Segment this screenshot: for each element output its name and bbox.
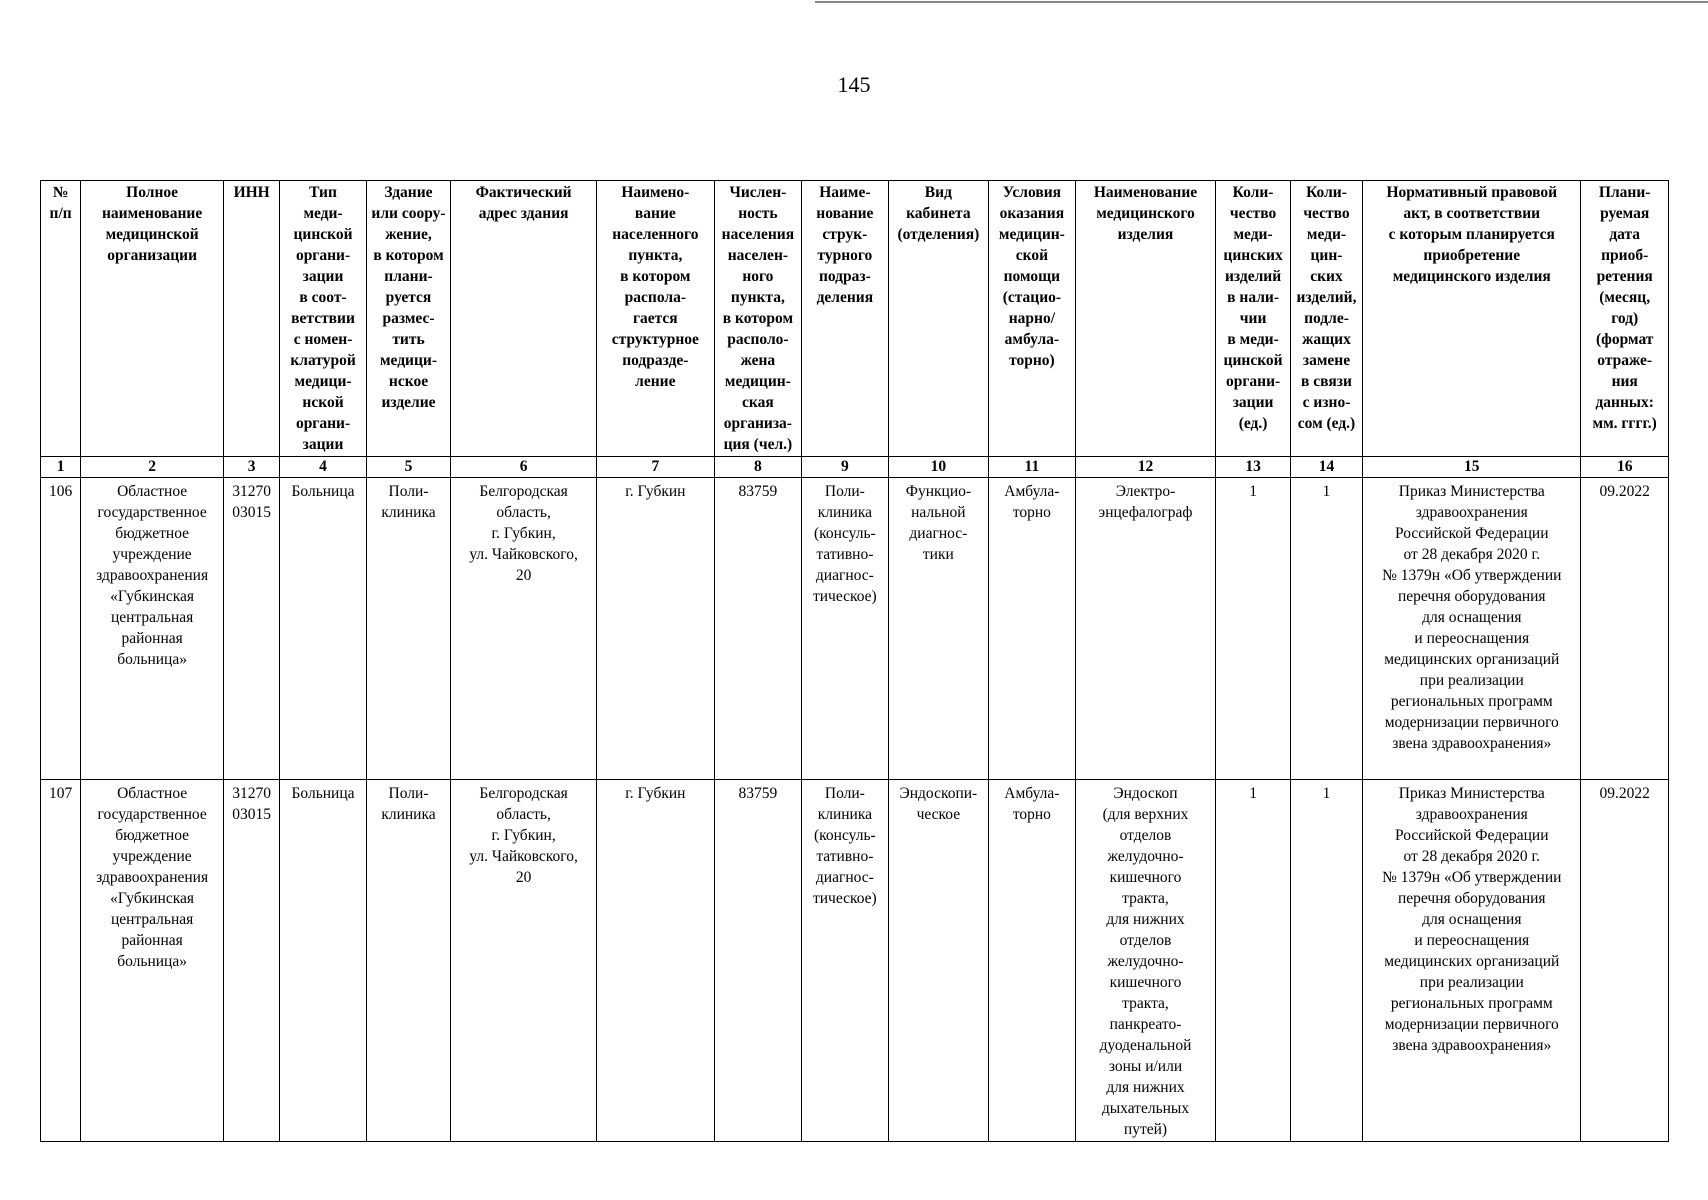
cell-date: 09.2022 (1581, 478, 1669, 780)
column-number: 11 (989, 457, 1075, 478)
column-number: 6 (451, 457, 597, 478)
table-row (41, 478, 1669, 780)
column-number: 1 (41, 457, 81, 478)
column-number: 15 (1363, 457, 1581, 478)
cell-population: 83759 (714, 780, 801, 1142)
cell-qty-replace: 1 (1290, 780, 1362, 1142)
cell-qty-available: 1 (1216, 478, 1290, 780)
cell-inn: 31270 03015 (224, 780, 280, 1142)
cell-org: Областное государственное бюджетное учреждение здравоохранения «Губкинская центральная районная больница» (81, 780, 224, 1142)
header-cell: Коли- чество меди- цинских изделий в нали- чии в меди- цинской органи- зации (ед.) (1216, 181, 1290, 457)
header-cell: Вид кабинета (отделения) (888, 181, 989, 457)
top-rule (815, 1, 1708, 3)
header-cell: Полное наименование медицинской организации (81, 181, 224, 457)
cell-conditions: Амбула- торно (989, 478, 1075, 780)
header-cell: Коли- чество меди- цин- ских изделий, подле- жащих замене в связи с изно- сом (ед.) (1290, 181, 1362, 457)
page-number: 145 (837, 72, 871, 97)
cell-date: 09.2022 (1581, 780, 1669, 1142)
cell-address: Белгородская область, г. Губкин, ул. Чайковского, 20 (451, 780, 597, 1142)
cell-locality: г. Губкин (597, 780, 715, 1142)
header-cell: Плани- руемая дата приоб- ретения (месяц, год) (формат отраже- ния данных: мм. гггг.) (1581, 181, 1669, 457)
cell-locality: г. Губкин (597, 478, 715, 780)
column-number: 2 (81, 457, 224, 478)
column-number: 12 (1075, 457, 1216, 478)
header-cell: Наименование медицинского изделия (1075, 181, 1216, 457)
column-number-row (41, 457, 1669, 478)
cell-address: Белгородская область, г. Губкин, ул. Чайковского, 20 (451, 478, 597, 780)
column-number: 10 (888, 457, 989, 478)
cell-num: 106 (41, 478, 81, 780)
cell-inn: 31270 03015 (224, 478, 280, 780)
header-cell: Наимено- вание населенного пункта, в котором распола- гается структурное подразде- ление (597, 181, 715, 457)
cell-population: 83759 (714, 478, 801, 780)
column-number: 16 (1581, 457, 1669, 478)
header-cell: Числен- ность населения населен- ного пункта, в котором располо- жена медицин- ская организа- ция (чел.) (714, 181, 801, 457)
cell-device: Электро- энцефалограф (1075, 478, 1216, 780)
cell-org-type: Больница (280, 478, 366, 780)
column-number: 3 (224, 457, 280, 478)
cell-subdivision: Поли- клиника (консуль- тативно- диагнос- тическое) (802, 478, 888, 780)
table-row (41, 780, 1669, 1142)
column-number: 8 (714, 457, 801, 478)
cell-subdivision: Поли- клиника (консуль- тативно- диагнос- тическое) (802, 780, 888, 1142)
cell-building: Поли- клиника (366, 780, 450, 1142)
cell-device: Эндоскоп (для верхних отделов желудочно- кишечного тракта, для нижних отделов желудочно- кишечного тракта, панкреато- дуоденальной зоны и/или для нижних дыхательных путей) (1075, 780, 1216, 1142)
cell-qty-available: 1 (1216, 780, 1290, 1142)
header-cell: Условия оказания медицин- ской помощи (стацио- нарно/ амбула- торно) (989, 181, 1075, 457)
column-number: 14 (1290, 457, 1362, 478)
header-cell: Фактический адрес здания (451, 181, 597, 457)
cell-num: 107 (41, 780, 81, 1142)
cell-cabinet: Функцио- нальной диагнос- тики (888, 478, 989, 780)
cell-conditions: Амбула- торно (989, 780, 1075, 1142)
header-cell: ИНН (224, 181, 280, 457)
equipment-table (40, 180, 1669, 1142)
header-cell: № п/п (41, 181, 81, 457)
cell-building: Поли- клиника (366, 478, 450, 780)
column-number: 9 (802, 457, 888, 478)
column-number: 13 (1216, 457, 1290, 478)
column-number: 4 (280, 457, 366, 478)
header-cell: Нормативный правовой акт, в соответствии с которым планируется приобретение медицинского изделия (1363, 181, 1581, 457)
cell-cabinet: Эндоскопи- ческое (888, 780, 989, 1142)
header-cell: Здание или соору- жение, в котором плани- руется размес- тить медици- нское изделие (366, 181, 450, 457)
column-number: 5 (366, 457, 450, 478)
header-row (41, 181, 1669, 457)
cell-legal-act: Приказ Министерства здравоохранения Российской Федерации от 28 декабря 2020 г. № 1379н «Об утверждении перечня оборудования для оснащения и переоснащения медицинских организаций при реализации региональных программ модернизации первичного звена здравоохранения» (1363, 478, 1581, 780)
cell-org: Областное государственное бюджетное учреждение здравоохранения «Губкинская центральная районная больница» (81, 478, 224, 780)
header-cell: Наиме- нование струк- турного подраз- деления (802, 181, 888, 457)
column-number: 7 (597, 457, 715, 478)
cell-qty-replace: 1 (1290, 478, 1362, 780)
cell-legal-act: Приказ Министерства здравоохранения Российской Федерации от 28 декабря 2020 г. № 1379н «Об утверждении перечня оборудования для оснащения и переоснащения медицинских организаций при реализации региональных программ модернизации первичного звена здравоохранения» (1363, 780, 1581, 1142)
header-cell: Тип меди- цинской органи- зации в соот- ветствии с номен- клатурой медици- нской органи- зации (280, 181, 366, 457)
cell-org-type: Больница (280, 780, 366, 1142)
